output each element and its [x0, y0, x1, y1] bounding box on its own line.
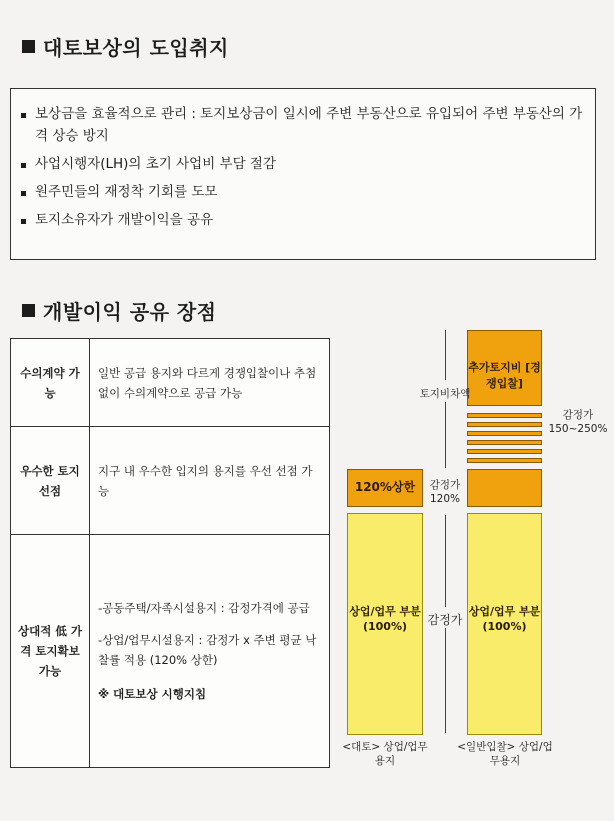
- square-bullet-icon: [22, 40, 35, 53]
- row-label: 수의계약 가능: [11, 339, 90, 427]
- purpose-bullet: 보상금을 효율적으로 관리 : 토지보상금이 일시에 주변 부동산으로 유입되어 주변 부동산의 가격 상승 방지: [21, 103, 583, 147]
- desc-line: -공동주택/자족시설용지 : 감정가격에 공급: [98, 601, 310, 615]
- caption-right: <일반입찰> 상업/업무용지: [457, 741, 553, 767]
- row-label: 우수한 토지 선점: [11, 427, 90, 535]
- appraisal-arrow-line: [445, 628, 446, 733]
- row-desc: 일반 공급 용지와 다르게 경쟁입찰이나 추첨 없이 수의계약으로 공급 가능: [90, 339, 330, 427]
- table-row: [11, 427, 330, 535]
- additional-land-cost-block: 추가토지비 [경쟁입찰]: [467, 330, 542, 406]
- right-upper-block: [467, 469, 542, 507]
- advantages-table: [10, 338, 330, 768]
- table-row: [11, 339, 330, 427]
- caption-left: <대토> 상업/업무용지: [342, 741, 428, 767]
- square-bullet-icon: [22, 304, 35, 317]
- table-row: [11, 535, 330, 768]
- section-title-text: 대토보상의 도입취지: [43, 36, 229, 60]
- bullet-icon: [21, 163, 26, 168]
- gap-arrow-line: [445, 330, 446, 380]
- stripe-bar: [467, 422, 542, 427]
- bullet-icon: [21, 219, 26, 224]
- bullet-icon: [21, 113, 26, 118]
- row-label: 상대적 低 가격 토지확보 가능: [11, 535, 90, 768]
- cap-120-block: 120%상한: [347, 469, 423, 507]
- purpose-bullet: 사업시행자(LH)의 초기 사업비 부담 절감: [21, 153, 583, 175]
- section-title-purpose: [22, 32, 229, 61]
- stripe-bar: [467, 458, 542, 463]
- right-base-block: 상업/업무 부분 (100%): [467, 513, 542, 735]
- section-title-advantages: [22, 296, 217, 325]
- stripe-bar: [467, 431, 542, 436]
- row-desc: 지구 내 우수한 입지의 용지를 우선 선점 가능: [90, 427, 330, 535]
- purpose-bullet: 원주민들의 재정착 기회를 도모: [21, 181, 583, 203]
- land-cost-gap-label: 토지비차액: [419, 388, 471, 400]
- appraisal-120-label: 감정가 120%: [429, 479, 461, 505]
- stripe-bar: [467, 449, 542, 454]
- purpose-box: [10, 88, 596, 260]
- row-desc: [90, 535, 330, 768]
- appraisal-arrow-line: [445, 515, 446, 607]
- appraisal-range-label: 감정가 150~250%: [548, 409, 608, 435]
- left-base-block: 상업/업무 부분 (100%): [347, 513, 423, 735]
- note-text: ※ 대토보상 시행지침: [98, 687, 207, 701]
- stripe-bar: [467, 440, 542, 445]
- stripe-bar: [467, 413, 542, 418]
- bullet-icon: [21, 191, 26, 196]
- desc-line: -상업/업무시설용지 : 감정가 x 주변 평균 낙찰률 적용 (120% 상한): [98, 633, 317, 667]
- gap-arrow-line: [445, 402, 446, 468]
- purpose-bullet: 토지소유자가 개발이익을 공유: [21, 209, 583, 231]
- appraisal-label: 감정가: [427, 613, 463, 627]
- section-title-text: 개발이익 공유 장점: [43, 300, 217, 324]
